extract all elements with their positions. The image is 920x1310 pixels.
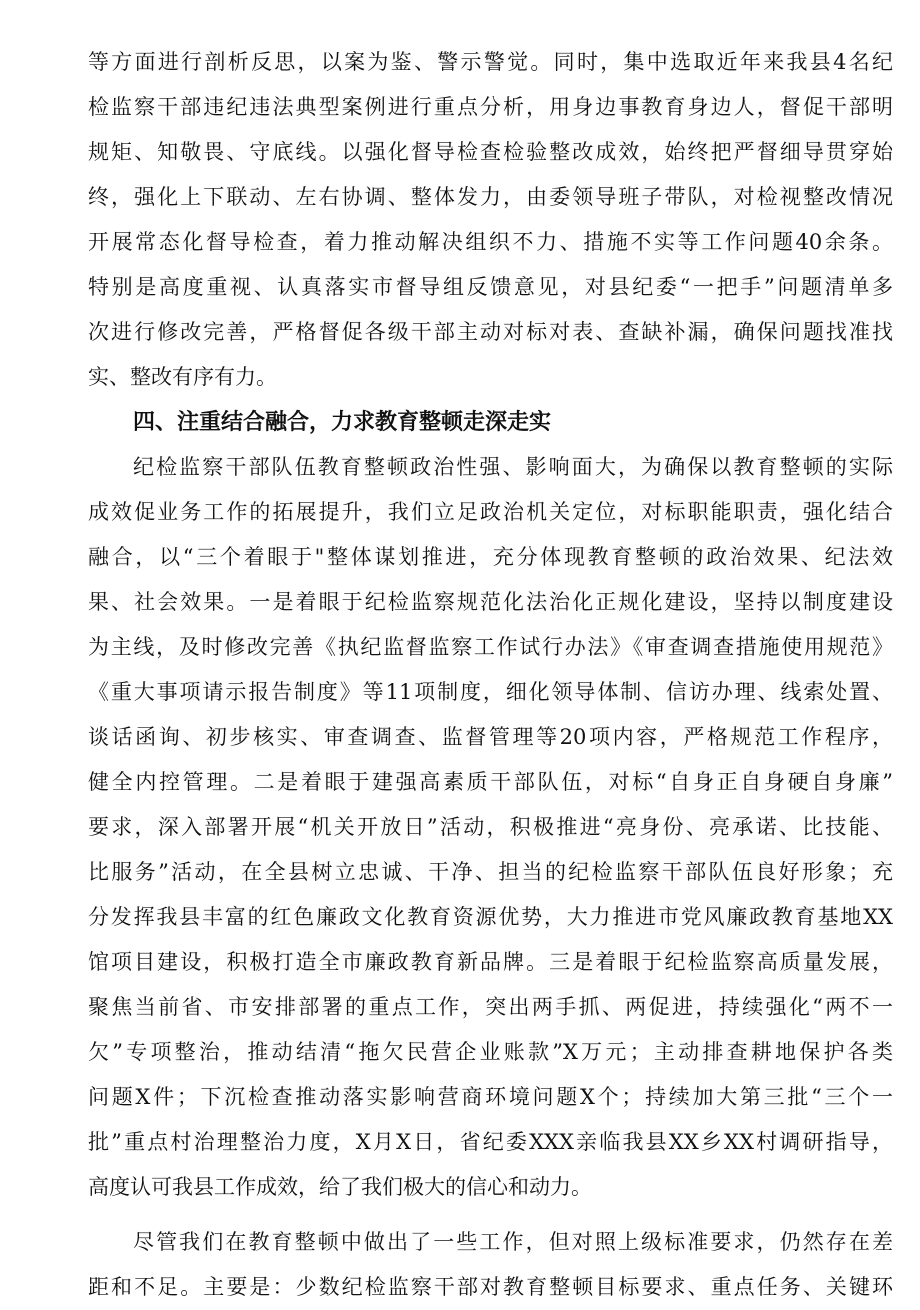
text-line: 为主线，及时修改完善《执纪监督监察工作试行办法》《审查调查措施使用规范》: [88, 635, 893, 659]
text-line: 尽管我们在教育整顿中做出了一些工作，但对照上级标准要求，仍然存在差: [133, 1230, 893, 1254]
text-line: 终，强化上下联动、左右协调、整体发力，由委领导班子带队，对检视整改情况: [88, 185, 893, 209]
section-heading-4: 四、注重结合融合，力求教育整顿走深走实: [133, 410, 552, 435]
text-line: 批”重点村治理整治力度，X月X日，省纪委XXX亲临我县XX乡XX村调研指导，: [88, 1130, 893, 1154]
text-line: 成效促业务工作的拓展提升，我们立足政治机关定位，对标职能职责，强化结合: [88, 500, 893, 524]
text-line: 问题X件；下沉检查推动落实影响营商环境问题X个；持续加大第三批“三个一: [88, 1085, 893, 1109]
paragraph-gap: [88, 1210, 893, 1220]
text-line: 聚焦当前省、市安排部署的重点工作，突出两手抓、两促进，持续强化“两不一: [88, 995, 893, 1019]
text-line: 欠”专项整治，推动结清“拖欠民营企业账款”X万元；主动排查耕地保护各类: [88, 1040, 893, 1064]
text-line: 融合，以“三个着眼于"整体谋划推进，充分体现教育整顿的政治效果、纪法效: [88, 545, 893, 569]
text-line: 《重大事项请示报告制度》等11项制度，细化领导体制、信访办理、线索处置、: [88, 680, 893, 704]
paragraph-1: [88, 40, 893, 400]
paragraph-2: [88, 445, 893, 1210]
text-line: 开展常态化督导检查，着力推动解决组织不力、措施不实等工作问题40余条。: [88, 230, 893, 254]
text-line: 次进行修改完善，严格督促各级干部主动对标对表、查缺补漏，确保问题找准找: [88, 320, 893, 344]
text-line: 实、整改有序有力。: [88, 365, 277, 389]
text-line: 检监察干部违纪违法典型案例进行重点分析，用身边事教育身边人，督促干部明: [88, 95, 893, 119]
text-line: 健全内控管理。二是着眼于建强高素质干部队伍，对标“自身正自身硬自身廉”: [88, 770, 893, 794]
text-line: 要求，深入部署开展“机关开放日”活动，积极推进“亮身份、亮承诺、比技能、: [88, 815, 893, 839]
text-line: 馆项目建设，积极打造全市廉政教育新品牌。三是着眼于纪检监察高质量发展，: [88, 950, 893, 974]
text-line: 果、社会效果。一是着眼于纪检监察规范化法治化正规化建设，坚持以制度建设: [88, 590, 893, 614]
paragraph-3: [88, 1220, 893, 1310]
text-line: 分发挥我县丰富的红色廉政文化教育资源优势，大力推进市党风廉政教育基地XX: [88, 905, 893, 929]
text-line: 特别是高度重视、认真落实市督导组反馈意见，对县纪委“一把手”问题清单多: [88, 275, 893, 299]
text-line: 高度认可我县工作成效，给了我们极大的信心和动力。: [88, 1175, 592, 1199]
text-line: 等方面进行剖析反思，以案为鉴、警示警觉。同时，集中选取近年来我县4名纪: [88, 50, 893, 74]
text-line: 纪检监察干部队伍教育整顿政治性强、影响面大，为确保以教育整顿的实际: [133, 455, 893, 479]
text-line: 谈话函询、初步核实、审查调查、监督管理等20项内容，严格规范工作程序，: [88, 725, 893, 749]
document-page: [88, 40, 893, 1310]
text-line: 规矩、知敬畏、守底线。以强化督导检查检验整改成效，始终把严督细导贯穿始: [88, 140, 893, 164]
text-line: 距和不足。主要是：少数纪检监察干部对教育整顿目标要求、重点任务、关键环: [88, 1275, 893, 1299]
text-line: 比服务”活动，在全县树立忠诚、干净、担当的纪检监察干部队伍良好形象；充: [88, 860, 893, 884]
